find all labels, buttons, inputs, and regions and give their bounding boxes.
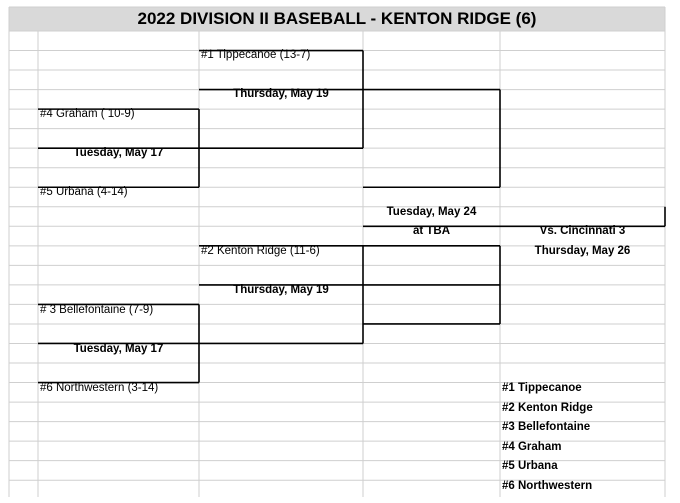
final-location: at TBA xyxy=(412,225,451,237)
bottom-quarterfinal-date: Tuesday, May 17 xyxy=(73,343,164,355)
advance-opponent: Vs. Cincinnati 3 xyxy=(539,225,626,237)
page-title: 2022 DIVISION II BASEBALL - KENTON RIDGE (6) xyxy=(137,9,537,28)
tippecanoe-seed-label: #1 Tippecanoe (13-7) xyxy=(201,49,311,61)
bellefontaine-team-label: # 3 Bellefontaine (7-9) xyxy=(40,304,154,316)
northwestern-team-label: #6 Northwestern (3-14) xyxy=(40,382,159,394)
seed-list-item: #3 Bellefontaine xyxy=(502,421,591,433)
seed-list-item: #6 Northwestern xyxy=(502,480,593,492)
seed-list-item: #2 Kenton Ridge xyxy=(502,402,593,414)
seed-list-item: #4 Graham xyxy=(502,441,562,453)
advance-date: Thursday, May 26 xyxy=(534,245,631,257)
seed-list-item: #5 Urbana xyxy=(502,460,558,472)
top-quarterfinal-date: Tuesday, May 17 xyxy=(73,147,164,159)
kenton-ridge-seed-label: #2 Kenton Ridge (11-6) xyxy=(201,245,320,257)
urbana-team-label: #5 Urbana (4-14) xyxy=(40,186,128,198)
top-semifinal-date: Thursday, May 19 xyxy=(233,88,329,100)
final-date: Tuesday, May 24 xyxy=(386,206,477,218)
seed-list-item: #1 Tippecanoe xyxy=(502,382,582,394)
graham-team-label: #4 Graham ( 10-9) xyxy=(40,108,135,120)
bottom-semifinal-date: Thursday, May 19 xyxy=(233,284,329,296)
